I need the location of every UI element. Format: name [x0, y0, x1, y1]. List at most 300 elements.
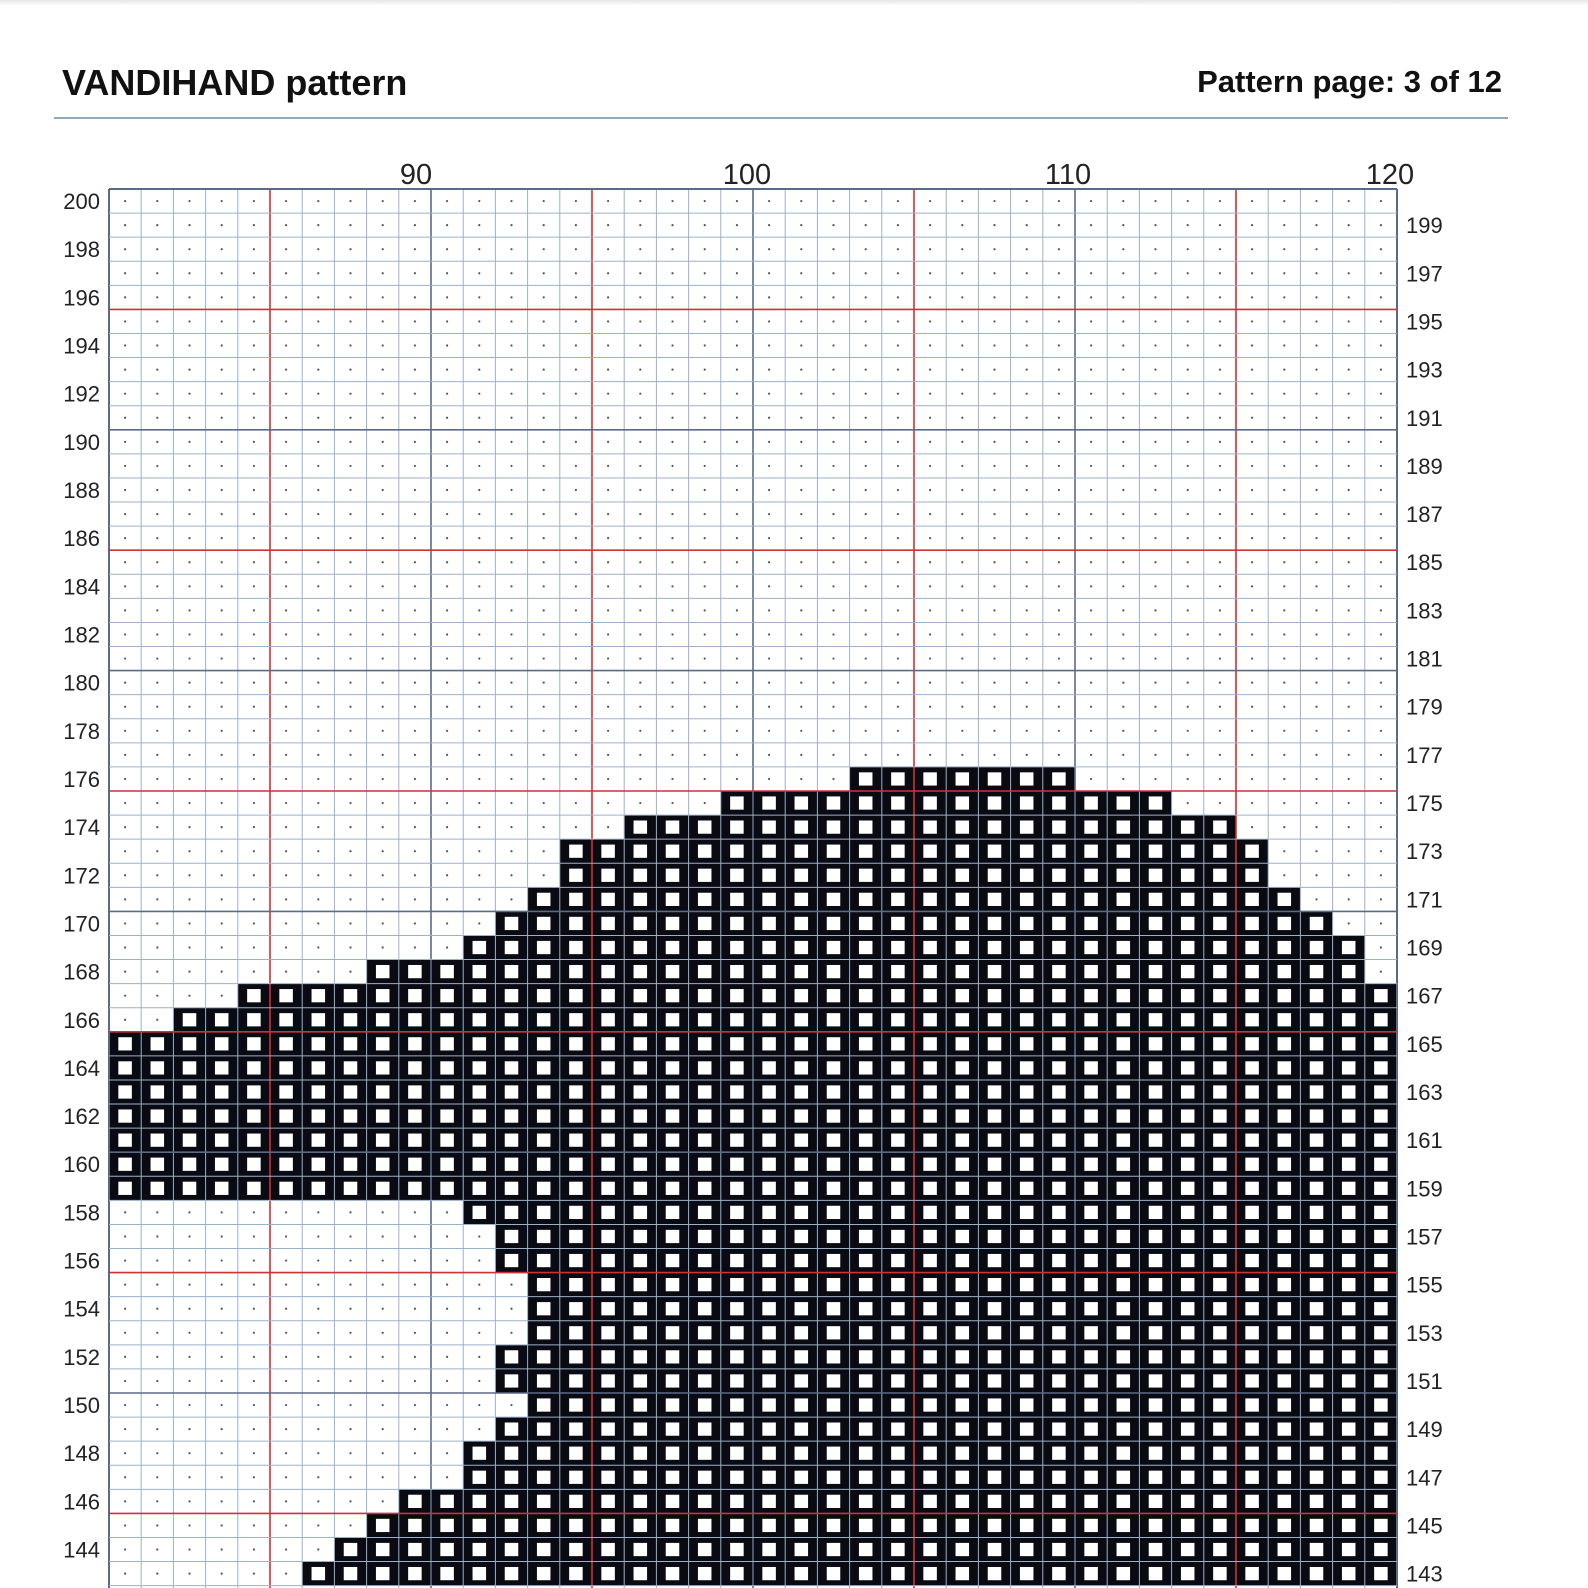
row-number-label-left: 166 — [63, 1007, 100, 1033]
empty-cell-dot — [478, 465, 480, 467]
filled-stitch-cell — [270, 984, 302, 1008]
filled-stitch-cell — [238, 1176, 270, 1200]
empty-cell-dot — [1251, 778, 1253, 780]
filled-stitch-cell — [656, 1152, 688, 1176]
filled-stitch-cell — [721, 1369, 753, 1393]
empty-cell-dot — [1219, 657, 1221, 659]
empty-cell-dot — [414, 802, 416, 804]
empty-cell-dot — [1380, 417, 1382, 419]
empty-cell-dot — [1380, 706, 1382, 708]
empty-cell-dot — [414, 922, 416, 924]
filled-stitch-cell — [1268, 1537, 1300, 1561]
empty-cell-dot — [768, 248, 770, 250]
empty-cell-dot — [1348, 248, 1350, 250]
filled-stitch-cell — [1011, 1562, 1043, 1586]
empty-cell-dot — [221, 1356, 223, 1358]
filled-stitch-cell — [656, 1417, 688, 1441]
filled-stitch-cell — [1043, 767, 1075, 791]
filled-stitch-cell — [431, 1056, 463, 1080]
empty-cell-dot — [639, 320, 641, 322]
filled-stitch-cell — [109, 1032, 141, 1056]
empty-cell-dot — [124, 1211, 126, 1213]
empty-cell-dot — [671, 393, 673, 395]
filled-stitch-cell — [1204, 984, 1236, 1008]
empty-cell-dot — [124, 1573, 126, 1575]
filled-stitch-cell — [850, 767, 882, 791]
filled-stitch-cell — [1300, 1393, 1332, 1417]
filled-stitch-cell — [560, 984, 592, 1008]
empty-cell-dot — [1187, 609, 1189, 611]
filled-stitch-cell — [1075, 1369, 1107, 1393]
empty-cell-dot — [382, 1452, 384, 1454]
empty-cell-dot — [1187, 754, 1189, 756]
filled-stitch-cell — [882, 1176, 914, 1200]
empty-cell-dot — [478, 537, 480, 539]
empty-cell-dot — [124, 369, 126, 371]
empty-cell-dot — [285, 513, 287, 515]
row-number-label-right: 197 — [1406, 261, 1443, 287]
filled-stitch-cell — [1043, 1441, 1075, 1465]
empty-cell-dot — [1154, 754, 1156, 756]
empty-cell-dot — [382, 754, 384, 756]
filled-stitch-cell — [1011, 1489, 1043, 1513]
empty-cell-dot — [478, 489, 480, 491]
filled-stitch-cell — [978, 1249, 1010, 1273]
filled-stitch-cell — [1365, 1273, 1397, 1297]
filled-stitch-cell — [978, 791, 1010, 815]
filled-stitch-cell — [1075, 984, 1107, 1008]
empty-cell-dot — [188, 1573, 190, 1575]
filled-stitch-cell — [528, 1200, 560, 1224]
filled-stitch-cell — [689, 1056, 721, 1080]
filled-stitch-cell — [1333, 1200, 1365, 1224]
empty-cell-dot — [1154, 489, 1156, 491]
empty-cell-dot — [1315, 609, 1317, 611]
empty-cell-dot — [639, 657, 641, 659]
row-number-label-left: 196 — [63, 285, 100, 311]
filled-stitch-cell — [334, 1128, 366, 1152]
empty-cell-dot — [285, 1524, 287, 1526]
empty-cell-dot — [768, 224, 770, 226]
filled-stitch-cell — [978, 1369, 1010, 1393]
filled-stitch-cell — [914, 1104, 946, 1128]
empty-cell-dot — [1380, 802, 1382, 804]
filled-stitch-cell — [270, 1032, 302, 1056]
empty-cell-dot — [446, 537, 448, 539]
filled-stitch-cell — [817, 1080, 849, 1104]
empty-cell-dot — [1283, 609, 1285, 611]
empty-cell-dot — [156, 1548, 158, 1550]
empty-cell-dot — [382, 1428, 384, 1430]
empty-cell-dot — [865, 393, 867, 395]
empty-cell-dot — [253, 224, 255, 226]
empty-cell-dot — [124, 489, 126, 491]
filled-stitch-cell — [624, 1345, 656, 1369]
row-number-label-right: 177 — [1406, 742, 1443, 768]
empty-cell-dot — [253, 1259, 255, 1261]
filled-stitch-cell — [495, 1562, 527, 1586]
filled-stitch-cell — [1043, 1369, 1075, 1393]
filled-stitch-cell — [399, 1128, 431, 1152]
empty-cell-dot — [800, 609, 802, 611]
filled-stitch-cell — [656, 1273, 688, 1297]
empty-cell-dot — [253, 248, 255, 250]
filled-stitch-cell — [367, 1032, 399, 1056]
filled-stitch-cell — [882, 767, 914, 791]
filled-stitch-cell — [978, 1465, 1010, 1489]
filled-stitch-cell — [721, 1032, 753, 1056]
filled-stitch-cell — [1075, 791, 1107, 815]
filled-stitch-cell — [1075, 1008, 1107, 1032]
empty-cell-dot — [800, 320, 802, 322]
empty-cell-dot — [156, 1452, 158, 1454]
filled-stitch-cell — [302, 1032, 334, 1056]
filled-stitch-cell — [624, 1321, 656, 1345]
empty-cell-dot — [736, 513, 738, 515]
filled-stitch-cell — [624, 1562, 656, 1586]
empty-cell-dot — [285, 633, 287, 635]
filled-stitch-cell — [1333, 1297, 1365, 1321]
empty-cell-dot — [156, 1284, 158, 1286]
empty-cell-dot — [1058, 296, 1060, 298]
empty-cell-dot — [1090, 200, 1092, 202]
empty-cell-dot — [253, 874, 255, 876]
empty-cell-dot — [639, 633, 641, 635]
filled-stitch-cell — [1075, 863, 1107, 887]
empty-cell-dot — [865, 200, 867, 202]
empty-cell-dot — [768, 609, 770, 611]
filled-stitch-cell — [689, 1345, 721, 1369]
empty-cell-dot — [188, 1404, 190, 1406]
filled-stitch-cell — [1236, 1273, 1268, 1297]
empty-cell-dot — [221, 1211, 223, 1213]
filled-stitch-cell — [1333, 1273, 1365, 1297]
empty-cell-dot — [1251, 272, 1253, 274]
empty-cell-dot — [414, 465, 416, 467]
empty-cell-dot — [349, 1476, 351, 1478]
filled-stitch-cell — [1043, 1104, 1075, 1128]
filled-stitch-cell — [463, 1104, 495, 1128]
empty-cell-dot — [156, 585, 158, 587]
filled-stitch-cell — [1300, 1465, 1332, 1489]
filled-stitch-cell — [528, 1537, 560, 1561]
row-number-label-left: 170 — [63, 911, 100, 937]
empty-cell-dot — [1090, 778, 1092, 780]
empty-cell-dot — [478, 1380, 480, 1382]
empty-cell-dot — [607, 320, 609, 322]
empty-cell-dot — [993, 369, 995, 371]
filled-stitch-cell — [850, 863, 882, 887]
filled-stitch-cell — [1139, 1200, 1171, 1224]
filled-stitch-cell — [850, 1489, 882, 1513]
empty-cell-dot — [1283, 441, 1285, 443]
empty-cell-dot — [156, 706, 158, 708]
empty-cell-dot — [478, 657, 480, 659]
empty-cell-dot — [800, 248, 802, 250]
empty-cell-dot — [156, 826, 158, 828]
empty-cell-dot — [897, 248, 899, 250]
empty-cell-dot — [349, 513, 351, 515]
empty-cell-dot — [543, 441, 545, 443]
empty-cell-dot — [253, 1308, 255, 1310]
filled-stitch-cell — [1107, 960, 1139, 984]
empty-cell-dot — [1187, 657, 1189, 659]
filled-stitch-cell — [1043, 911, 1075, 935]
filled-stitch-cell — [1300, 1489, 1332, 1513]
filled-stitch-cell — [946, 935, 978, 959]
empty-cell-dot — [446, 1356, 448, 1358]
filled-stitch-cell — [624, 911, 656, 935]
empty-cell-dot — [1090, 633, 1092, 635]
empty-cell-dot — [736, 344, 738, 346]
filled-stitch-cell — [109, 1056, 141, 1080]
empty-cell-dot — [865, 730, 867, 732]
empty-cell-dot — [446, 657, 448, 659]
filled-stitch-cell — [978, 1513, 1010, 1537]
filled-stitch-cell — [399, 1080, 431, 1104]
empty-cell-dot — [124, 946, 126, 948]
empty-cell-dot — [543, 754, 545, 756]
filled-stitch-cell — [914, 911, 946, 935]
filled-stitch-cell — [399, 1176, 431, 1200]
filled-stitch-cell — [1268, 1393, 1300, 1417]
empty-cell-dot — [1219, 417, 1221, 419]
filled-stitch-cell — [1236, 1008, 1268, 1032]
filled-stitch-cell — [367, 1176, 399, 1200]
filled-stitch-cell — [1139, 791, 1171, 815]
empty-cell-dot — [961, 730, 963, 732]
filled-stitch-cell — [914, 1008, 946, 1032]
empty-cell-dot — [897, 393, 899, 395]
filled-stitch-cell — [882, 863, 914, 887]
filled-stitch-cell — [817, 1249, 849, 1273]
empty-cell-dot — [768, 682, 770, 684]
filled-stitch-cell — [592, 1128, 624, 1152]
filled-stitch-cell — [1043, 1152, 1075, 1176]
empty-cell-dot — [1187, 706, 1189, 708]
filled-stitch-cell — [785, 1056, 817, 1080]
filled-stitch-cell — [1365, 1008, 1397, 1032]
empty-cell-dot — [414, 633, 416, 635]
empty-cell-dot — [188, 778, 190, 780]
empty-cell-dot — [510, 537, 512, 539]
filled-stitch-cell — [1075, 1032, 1107, 1056]
empty-cell-dot — [736, 754, 738, 756]
filled-stitch-cell — [302, 1152, 334, 1176]
empty-cell-dot — [1380, 320, 1382, 322]
filled-stitch-cell — [302, 1128, 334, 1152]
empty-cell-dot — [156, 489, 158, 491]
empty-cell-dot — [865, 441, 867, 443]
empty-cell-dot — [1251, 465, 1253, 467]
empty-cell-dot — [510, 369, 512, 371]
filled-stitch-cell — [1075, 839, 1107, 863]
empty-cell-dot — [1090, 272, 1092, 274]
filled-stitch-cell — [1139, 887, 1171, 911]
filled-stitch-cell — [978, 1128, 1010, 1152]
empty-cell-dot — [575, 609, 577, 611]
filled-stitch-cell — [946, 1297, 978, 1321]
filled-stitch-cell — [1365, 1513, 1397, 1537]
filled-stitch-cell — [850, 1345, 882, 1369]
empty-cell-dot — [349, 1452, 351, 1454]
filled-stitch-cell — [817, 984, 849, 1008]
filled-stitch-cell — [785, 911, 817, 935]
filled-stitch-cell — [1043, 1200, 1075, 1224]
filled-stitch-cell — [978, 1176, 1010, 1200]
filled-stitch-cell — [431, 984, 463, 1008]
filled-stitch-cell — [753, 960, 785, 984]
filled-stitch-cell — [399, 1008, 431, 1032]
empty-cell-dot — [253, 730, 255, 732]
empty-cell-dot — [446, 802, 448, 804]
filled-stitch-cell — [1075, 1176, 1107, 1200]
filled-stitch-cell — [495, 1152, 527, 1176]
row-number-label-left: 184 — [63, 574, 100, 600]
empty-cell-dot — [414, 754, 416, 756]
filled-stitch-cell — [914, 863, 946, 887]
filled-stitch-cell — [721, 1513, 753, 1537]
filled-stitch-cell — [914, 1249, 946, 1273]
empty-cell-dot — [414, 513, 416, 515]
filled-stitch-cell — [1236, 1176, 1268, 1200]
empty-cell-dot — [156, 393, 158, 395]
empty-cell-dot — [156, 1356, 158, 1358]
filled-stitch-cell — [1075, 1441, 1107, 1465]
filled-stitch-cell — [1300, 1080, 1332, 1104]
empty-cell-dot — [1187, 465, 1189, 467]
filled-stitch-cell — [1075, 1104, 1107, 1128]
empty-cell-dot — [897, 513, 899, 515]
empty-cell-dot — [349, 200, 351, 202]
filled-stitch-cell — [817, 1056, 849, 1080]
filled-stitch-cell — [173, 1056, 205, 1080]
filled-stitch-cell — [914, 1297, 946, 1321]
empty-cell-dot — [446, 320, 448, 322]
empty-cell-dot — [478, 1235, 480, 1237]
empty-cell-dot — [800, 369, 802, 371]
empty-cell-dot — [253, 561, 255, 563]
empty-cell-dot — [285, 609, 287, 611]
filled-stitch-cell — [1204, 1273, 1236, 1297]
filled-stitch-cell — [495, 1008, 527, 1032]
empty-cell-dot — [575, 633, 577, 635]
filled-stitch-cell — [592, 935, 624, 959]
empty-cell-dot — [736, 730, 738, 732]
filled-stitch-cell — [753, 1393, 785, 1417]
empty-cell-dot — [1090, 682, 1092, 684]
empty-cell-dot — [929, 417, 931, 419]
empty-cell-dot — [1026, 393, 1028, 395]
empty-cell-dot — [1026, 633, 1028, 635]
filled-stitch-cell — [1172, 1417, 1204, 1441]
empty-cell-dot — [510, 417, 512, 419]
filled-stitch-cell — [1172, 1008, 1204, 1032]
filled-stitch-cell — [721, 887, 753, 911]
filled-stitch-cell — [785, 935, 817, 959]
empty-cell-dot — [124, 1404, 126, 1406]
empty-cell-dot — [510, 465, 512, 467]
filled-stitch-cell — [882, 1056, 914, 1080]
empty-cell-dot — [897, 730, 899, 732]
empty-cell-dot — [124, 1235, 126, 1237]
filled-stitch-cell — [753, 1417, 785, 1441]
empty-cell-dot — [478, 1332, 480, 1334]
filled-stitch-cell — [1300, 1104, 1332, 1128]
filled-stitch-cell — [1236, 1297, 1268, 1321]
empty-cell-dot — [1090, 585, 1092, 587]
filled-stitch-cell — [1204, 1537, 1236, 1561]
filled-stitch-cell — [1011, 863, 1043, 887]
empty-cell-dot — [865, 706, 867, 708]
filled-stitch-cell — [463, 1056, 495, 1080]
filled-stitch-cell — [914, 1345, 946, 1369]
empty-cell-dot — [575, 585, 577, 587]
empty-cell-dot — [768, 754, 770, 756]
empty-cell-dot — [1380, 850, 1382, 852]
filled-stitch-cell — [592, 1056, 624, 1080]
row-number-label-left: 152 — [63, 1344, 100, 1370]
empty-cell-dot — [1090, 248, 1092, 250]
filled-stitch-cell — [1365, 1056, 1397, 1080]
empty-cell-dot — [865, 561, 867, 563]
filled-stitch-cell — [528, 1417, 560, 1441]
filled-stitch-cell — [689, 1080, 721, 1104]
row-number-label-right: 153 — [1406, 1320, 1443, 1346]
empty-cell-dot — [671, 561, 673, 563]
empty-cell-dot — [414, 1356, 416, 1358]
empty-cell-dot — [704, 320, 706, 322]
filled-stitch-cell — [785, 791, 817, 815]
filled-stitch-cell — [334, 1008, 366, 1032]
empty-cell-dot — [575, 369, 577, 371]
filled-stitch-cell — [850, 960, 882, 984]
empty-cell-dot — [414, 417, 416, 419]
empty-cell-dot — [800, 224, 802, 226]
empty-cell-dot — [156, 778, 158, 780]
empty-cell-dot — [253, 802, 255, 804]
empty-cell-dot — [1380, 657, 1382, 659]
empty-cell-dot — [317, 224, 319, 226]
empty-cell-dot — [1251, 489, 1253, 491]
empty-cell-dot — [124, 1524, 126, 1526]
empty-cell-dot — [382, 609, 384, 611]
empty-cell-dot — [575, 778, 577, 780]
filled-stitch-cell — [1107, 1321, 1139, 1345]
filled-stitch-cell — [1043, 887, 1075, 911]
empty-cell-dot — [382, 537, 384, 539]
filled-stitch-cell — [1365, 1224, 1397, 1248]
filled-stitch-cell — [334, 1562, 366, 1586]
filled-stitch-cell — [1011, 1008, 1043, 1032]
filled-stitch-cell — [1268, 1417, 1300, 1441]
empty-cell-dot — [832, 537, 834, 539]
filled-stitch-cell — [1107, 1273, 1139, 1297]
filled-stitch-cell — [560, 1537, 592, 1561]
empty-cell-dot — [124, 1259, 126, 1261]
filled-stitch-cell — [431, 1008, 463, 1032]
filled-stitch-cell — [592, 1104, 624, 1128]
empty-cell-dot — [1058, 417, 1060, 419]
filled-stitch-cell — [1075, 1297, 1107, 1321]
empty-cell-dot — [317, 609, 319, 611]
empty-cell-dot — [800, 393, 802, 395]
empty-cell-dot — [156, 320, 158, 322]
empty-cell-dot — [285, 272, 287, 274]
filled-stitch-cell — [1204, 1200, 1236, 1224]
empty-cell-dot — [349, 1524, 351, 1526]
empty-cell-dot — [865, 272, 867, 274]
